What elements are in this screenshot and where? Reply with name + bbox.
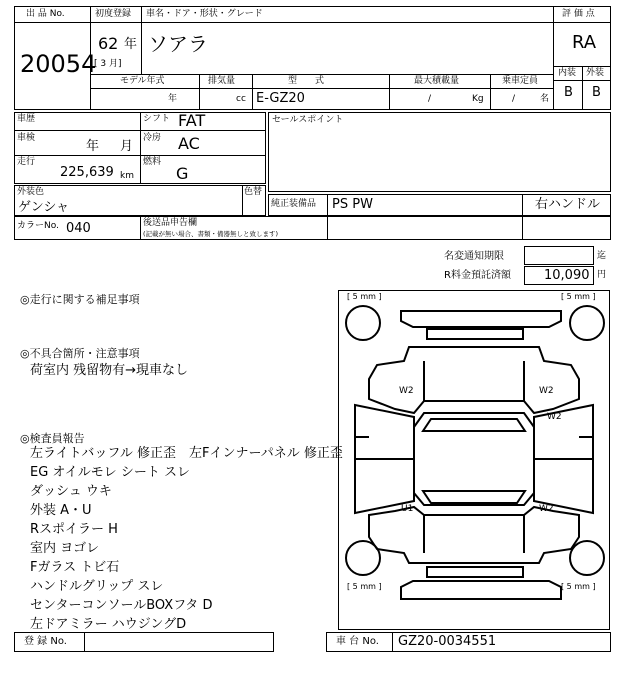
inspector-line: 室内 ヨゴレ	[30, 541, 100, 556]
type-label: 型 式	[288, 76, 325, 86]
history-label: 車歴	[17, 114, 36, 124]
color-change-label: 色替	[244, 187, 263, 197]
tread-left: [ 5 mm ]	[347, 292, 382, 301]
fuel-label: 燃料	[143, 157, 162, 167]
exterior-label: 外装	[586, 68, 605, 78]
mileage-label: 走行	[17, 157, 36, 167]
inspector-line: EG オイルモレ シート スレ	[30, 465, 191, 480]
after-label: 後送品申告欄	[143, 218, 198, 228]
first-reg-label: 初度登録	[95, 9, 132, 19]
inspector-line: 左ライトバッフル 修正歪 左Fインナーパネル 修正歪	[30, 446, 343, 461]
damage-mark: U1	[401, 504, 414, 514]
score-label: 評 価 点	[562, 9, 595, 19]
bottom-detail-row	[14, 216, 611, 240]
after-note: (記載が無い場合、書類・備器無しと致します)	[143, 230, 279, 238]
interior-value: B	[564, 85, 573, 100]
inspector-line: 左ドアミラー ハウジングD	[30, 617, 187, 632]
first-reg-month: [ 3 月]	[94, 59, 122, 69]
name-change-box	[524, 246, 594, 265]
inspection-year: 年	[86, 139, 100, 154]
inspector-line: 外装 A・U	[30, 503, 92, 518]
color-value: ゲンシャ	[18, 200, 70, 215]
tire-front-left	[346, 306, 380, 340]
mileage-unit: km	[120, 171, 134, 181]
capacity-label: 乗車定員	[502, 76, 539, 86]
shift-label: シフト	[143, 114, 171, 124]
capacity-sep: /	[512, 94, 516, 104]
equipment-value: PS PW	[332, 197, 373, 212]
hood-panel	[369, 347, 579, 413]
lot-label: 出 品 No.	[26, 9, 65, 19]
recycle-value: 10,090	[544, 268, 590, 283]
model-year-label: モデル年式	[120, 76, 165, 86]
capacity-unit: 名	[540, 94, 550, 104]
inspector-line: センターコンソールBOXフタ D	[30, 598, 213, 613]
recycle-unit: 円	[597, 270, 607, 280]
max-load-unit: Kg	[472, 94, 484, 104]
tread-bottom-right: [ 5 mm ]	[561, 582, 596, 591]
inspector-line: Rスポイラー H	[30, 522, 118, 537]
front-bumper	[401, 311, 561, 327]
displacement-label: 排気量	[208, 76, 236, 86]
aircon-value: AC	[178, 134, 200, 153]
chassis-label: 車 台 No.	[336, 636, 379, 647]
driving-heading: ◎走行に関する補足事項	[20, 293, 140, 306]
steering-value: 右ハンドル	[535, 197, 601, 212]
damage-mark: W2	[399, 386, 414, 396]
damage-mark: W2	[539, 504, 554, 514]
color-no-label: カラーNo.	[17, 221, 59, 231]
rear-bumper	[401, 581, 561, 599]
trunk-panel	[369, 504, 579, 563]
color-no-value: 040	[66, 221, 91, 236]
first-reg-year-unit: 年	[124, 37, 138, 52]
model-year-unit: 年	[168, 94, 178, 104]
color-label: 外装色	[17, 187, 45, 197]
interior-label: 内装	[558, 68, 577, 78]
sales-point-label: セールスポイント	[272, 115, 344, 125]
tread-bottom-left: [ 5 mm ]	[347, 582, 382, 591]
car-outline	[339, 291, 609, 629]
rear-garnish	[427, 567, 523, 577]
reg-label: 登 録 No.	[24, 636, 67, 647]
equipment-label: 純正装備品	[271, 199, 317, 209]
chassis-value: GZ20-0034551	[398, 634, 497, 649]
mileage-value: 225,639	[60, 165, 114, 180]
damage-mark: W2	[547, 412, 562, 422]
front-grille	[427, 329, 523, 339]
score-value: RA	[572, 32, 597, 53]
car-diagram	[338, 290, 610, 630]
inspection-month: 月	[120, 139, 134, 154]
displacement-unit: cc	[236, 94, 246, 104]
shift-value: FAT	[178, 111, 206, 130]
tire-front-right	[570, 306, 604, 340]
inspector-line: ダッシュ ウキ	[30, 484, 112, 499]
model-title-label: 車名・ドア・形状・グレード	[146, 9, 263, 19]
defects-heading: ◎不具合箇所・注意事項	[20, 347, 140, 360]
inspector-line: Fガラス トビ石	[30, 560, 120, 575]
type-value: E-GZ20	[256, 91, 305, 106]
tread-right: [ 5 mm ]	[561, 292, 596, 301]
rear-window	[423, 491, 525, 503]
first-reg-year: 62	[98, 34, 119, 53]
lot-number: 20054	[20, 50, 97, 78]
inspection-label: 車検	[17, 133, 36, 143]
exterior-value: B	[592, 85, 601, 100]
damage-mark: W2	[539, 386, 554, 396]
fuel-value: G	[176, 164, 189, 183]
aircon-label: 冷房	[143, 133, 162, 143]
windshield	[423, 419, 525, 431]
name-change-label: 名変通知期限	[444, 251, 504, 262]
defects-text: 荷室内 残留物有→現車なし	[30, 363, 189, 378]
car-name: ソアラ	[148, 32, 208, 56]
max-load-sep: /	[428, 94, 432, 104]
tire-rear-right	[570, 541, 604, 575]
inspector-heading: ◎検査員報告	[20, 432, 85, 445]
recycle-label: R料金預託済額	[444, 270, 511, 281]
inspector-line: ハンドルグリップ スレ	[30, 579, 164, 594]
max-load-label: 最大積載量	[414, 76, 460, 86]
name-change-unit: 迄	[597, 251, 607, 261]
